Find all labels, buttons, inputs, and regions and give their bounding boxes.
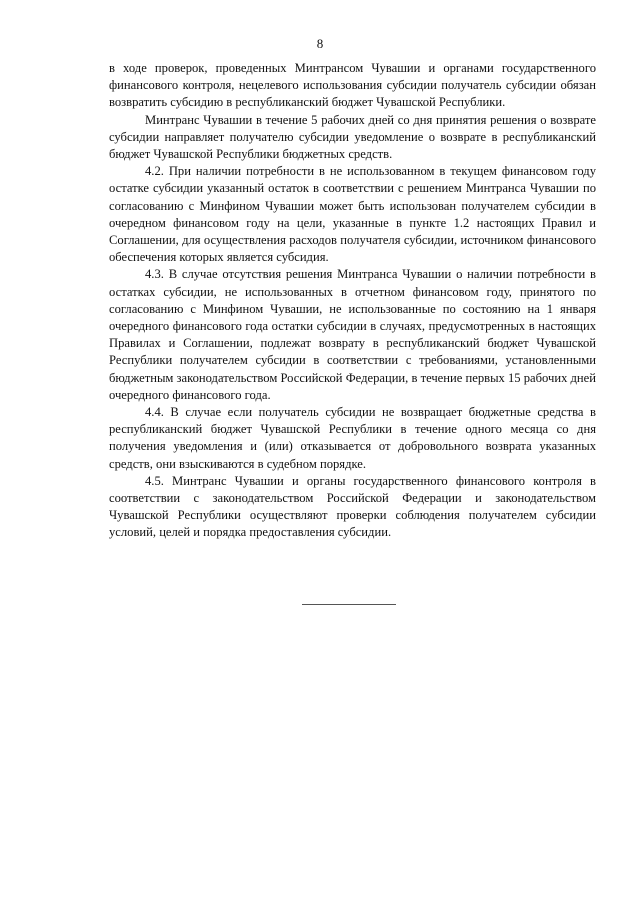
paragraph-return-notice: Минтранс Чувашии в течение 5 рабочих дней со дня принятия решения о возврате субсидии направляет получателю субсидии уведомление о возврате в республиканский бюджет Чувашской Республики бюджетных средств. bbox=[109, 112, 596, 162]
paragraph-continuation: в ходе проверок, проведенных Минтрансом Чувашии и органами государственного финансового контроля, нецелевого использования субсидии получатель субсидии обязан возвратить субсидию в республиканский бюджет Чувашской Республики. bbox=[109, 61, 596, 110]
end-separator-line bbox=[302, 604, 396, 605]
page-number: 8 bbox=[316, 36, 324, 51]
paragraph-4-2: 4.2. При наличии потребности в не использованном в текущем финансовом году остатке субсидии указанный остаток в соответствии с решением Минтранса Чувашии по согласованию с Минфином Чувашии может быть использован получателем субсидии в очередном финансовом году на цели, указанные в пункте 1.2 настоящих Правил и Соглашении, для осуществления расходов получателя субсидии, источником финансового обеспечения которых является субсидия. bbox=[109, 164, 596, 265]
paragraph-4-5: 4.5. Минтранс Чувашии и органы государственного финансового контроля в соответствии с законодательством Российской Федерации и законодательством Чувашской Республики осуществляют проверки соблюдения получателем субсидии условий, целей и порядка предоставления субсидии. bbox=[109, 473, 596, 540]
paragraph-4-4: 4.4. В случае если получатель субсидии не возвращает бюджетные средства в республиканский бюджет Чувашской Республики в течение одного месяца со дня получения уведомления и (или) отказывается от добровольного возврата указанных средств, они взыскиваются в судебном порядке. bbox=[109, 405, 596, 471]
body-text bbox=[109, 60, 596, 542]
paragraph-4-3: 4.3. В случае отсутствия решения Минтранса Чувашии о наличии потребности в остатках субсидии, не использованных в отчетном финансовом году, принятого по согласованию с Минфином Чувашии, не использованные по состоянию на 1 января очередного финансового года остатки субсидии в случаях, предусмотренных в настоящих Правилах и Соглашении, подлежат возврату в республиканский бюджет Чувашской Республики получателем субсидии в соответствии с требованиями, установленными бюджетным законодательством Российской Федерации, в течение первых 15 рабочих дней очередного финансового года. bbox=[109, 267, 596, 402]
